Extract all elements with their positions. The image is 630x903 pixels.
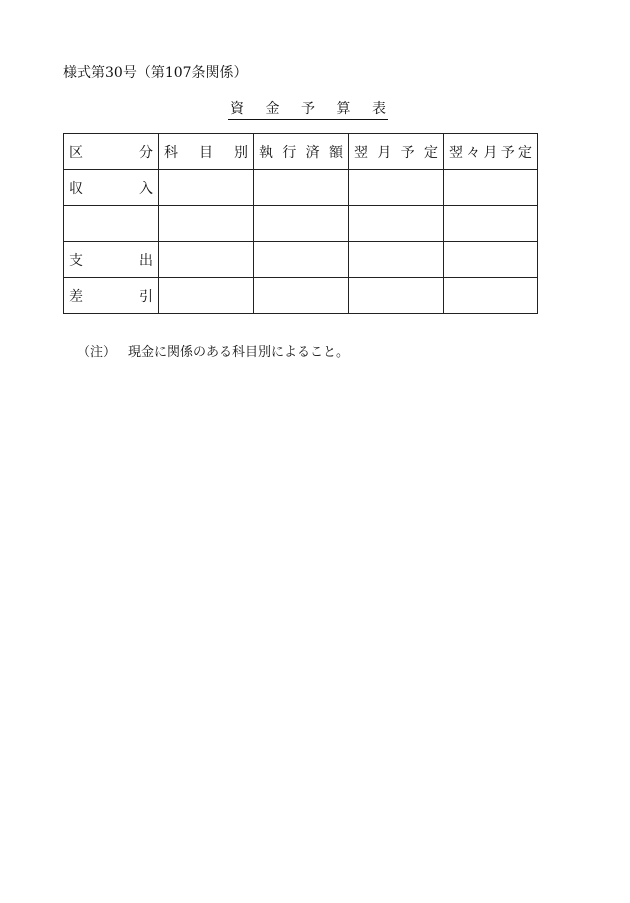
title-char: 金	[265, 101, 280, 117]
table-cell	[254, 242, 349, 278]
table-cell	[444, 206, 538, 242]
footnote-mark: （注）	[77, 345, 117, 360]
table-row-blank	[64, 206, 538, 242]
table-cell	[444, 278, 538, 314]
header-cell-month-after-next: 翌 々 月 予 定	[444, 134, 538, 170]
table-cell	[349, 206, 444, 242]
row-label-expenditure: 支 出	[64, 242, 159, 278]
document-title	[228, 98, 388, 120]
table-cell	[254, 278, 349, 314]
title-char: 表	[372, 101, 386, 117]
row-label-balance: 差 引	[64, 278, 159, 314]
table-cell	[159, 206, 254, 242]
form-number: 様式第30号（第107条関係）	[63, 65, 248, 81]
table-cell	[444, 170, 538, 206]
table-cell	[444, 242, 538, 278]
table-cell	[254, 170, 349, 206]
header-cell-subject: 科 目 別	[159, 134, 254, 170]
title-char: 資	[230, 101, 244, 117]
table-cell	[254, 206, 349, 242]
row-label-income: 収 入	[64, 170, 159, 206]
row-label-blank	[64, 206, 159, 242]
header-cell-category: 区 分	[64, 134, 159, 170]
footnote	[77, 341, 349, 360]
table-cell	[159, 170, 254, 206]
title-char: 予	[301, 101, 315, 117]
table-row-income	[64, 170, 538, 206]
table-cell	[349, 278, 444, 314]
table-row-expenditure	[64, 242, 538, 278]
header-cell-next-month: 翌 月 予 定	[349, 134, 444, 170]
footnote-text: 現金に関係のある科目別によること。	[128, 345, 350, 360]
table-cell	[349, 170, 444, 206]
table-cell	[159, 278, 254, 314]
table-cell	[349, 242, 444, 278]
table-row-balance	[64, 278, 538, 314]
table-cell	[159, 242, 254, 278]
header-row	[64, 134, 538, 170]
budget-table	[63, 133, 538, 314]
title-char: 算	[336, 101, 351, 117]
header-cell-executed: 執 行 済 額	[254, 134, 349, 170]
